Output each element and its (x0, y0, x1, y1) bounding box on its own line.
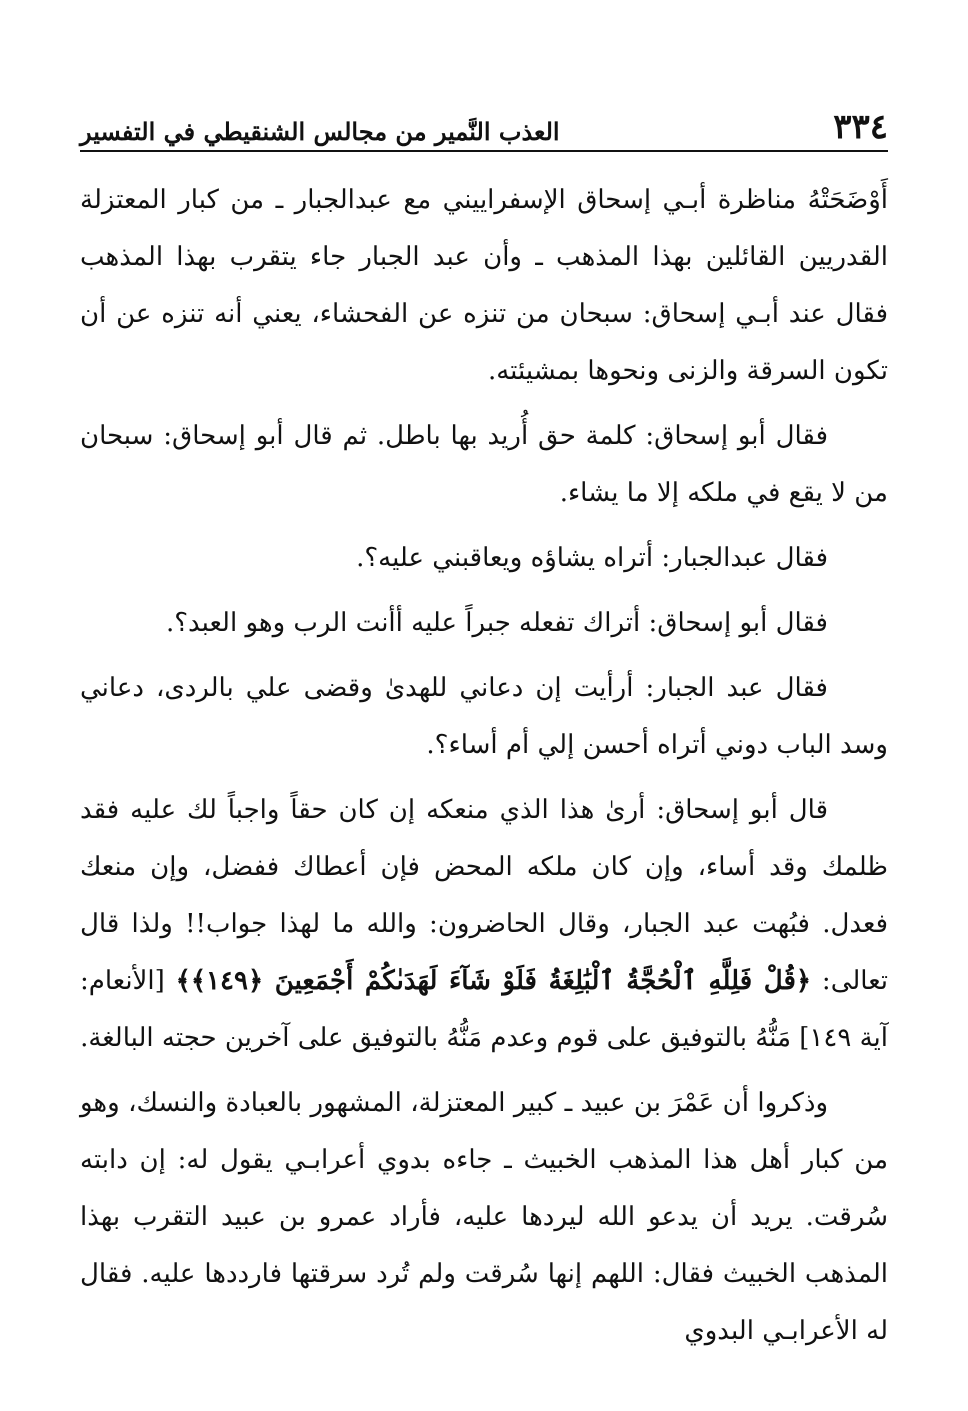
paragraph-6 (80, 782, 888, 1067)
paragraph-3: فقال عبدالجبار: أتراه يشاؤه ويعاقبني عليه؟. (356, 543, 828, 573)
quran-verse: ﴿قُلْ فَلِلَّهِ ٱلْحُجَّةُ ٱلْبَٰلِغَةُ فَلَوْ شَآءَ لَهَدَىٰكُمْ أَجْمَعِينَ ﴿١٤٩﴾﴾ (175, 966, 812, 996)
page-number: ٣٣٤ (833, 107, 888, 147)
page-header (80, 104, 888, 147)
paragraph-6-text-after: [الأنعام: آية ١٤٩] مَنُّهُ بالتوفيق على قوم وعدم مَنُّهُ بالتوفيق على آخرين حجته البالغة. (80, 966, 888, 1053)
paragraph-6-text-before: قال أبو إسحاق: أرىٰ هذا الذي منعكه إن كان حقاً واجباً لك عليه فقد ظلمك وقد أساء، وإن كان ملكه المحض فإن أعطاك ففضل، وإن منعك فعدل. فبُهت عبد الجبار، وقال الحاضرون: والله ما لهذا جواب!! ولذا قال تعالى: (80, 795, 888, 996)
paragraph-7: وذكروا أن عَمْرَ بن عبيد ـ كبير المعتزلة، المشهور بالعبادة والنسك، وهو من كبار أهل هذا المذهب الخبيث ـ جاءه بدوي أعرابـي يقول له: إن دابته سُرقت. يريد أن يدعو الله ليردها عليه، فأراد عمرو بن عبيد التقرب بهذا المذهب الخبيث فقال: اللهم إنها سُرقت ولم تُرد سرقتها فارددها عليه. فقال له الأعرابـي البدوي (80, 1088, 888, 1346)
page-body (80, 172, 888, 1368)
running-title: العذب النَّمير من مجالس الشنقيطي في التفسير (80, 117, 560, 146)
paragraph-1: أَوْضَحَتْهُ مناظرة أبـي إسحاق الإسفراييني مع عبدالجبار ـ من كبار المعتزلة القدريين القائلين بهذا المذهب ـ وأن عبد الجبار جاء يتقرب بهذا المذهب فقال عند أبـي إسحاق: سبحان من تنزه عن الفحشاء، يعني أنه تنزه عن أن تكون السرقة والزنى ونحوها بمشيئته. (80, 185, 888, 386)
paragraph-4: فقال أبو إسحاق: أتراك تفعله جبراً عليه أأنت الرب وهو العبد؟. (165, 608, 828, 638)
header-divider (80, 150, 888, 152)
paragraph-5: فقال عبد الجبار: أرأيت إن دعاني للهدىٰ وقضى علي بالردى، دعاني وسد الباب دوني أتراه أحسن إلي أم أساء؟. (80, 673, 888, 760)
paragraph-2: فقال أبو إسحاق: كلمة حق أُريد بها باطل. ثم قال أبو إسحاق: سبحان من لا يقع في ملكه إلا ما يشاء. (80, 421, 888, 508)
